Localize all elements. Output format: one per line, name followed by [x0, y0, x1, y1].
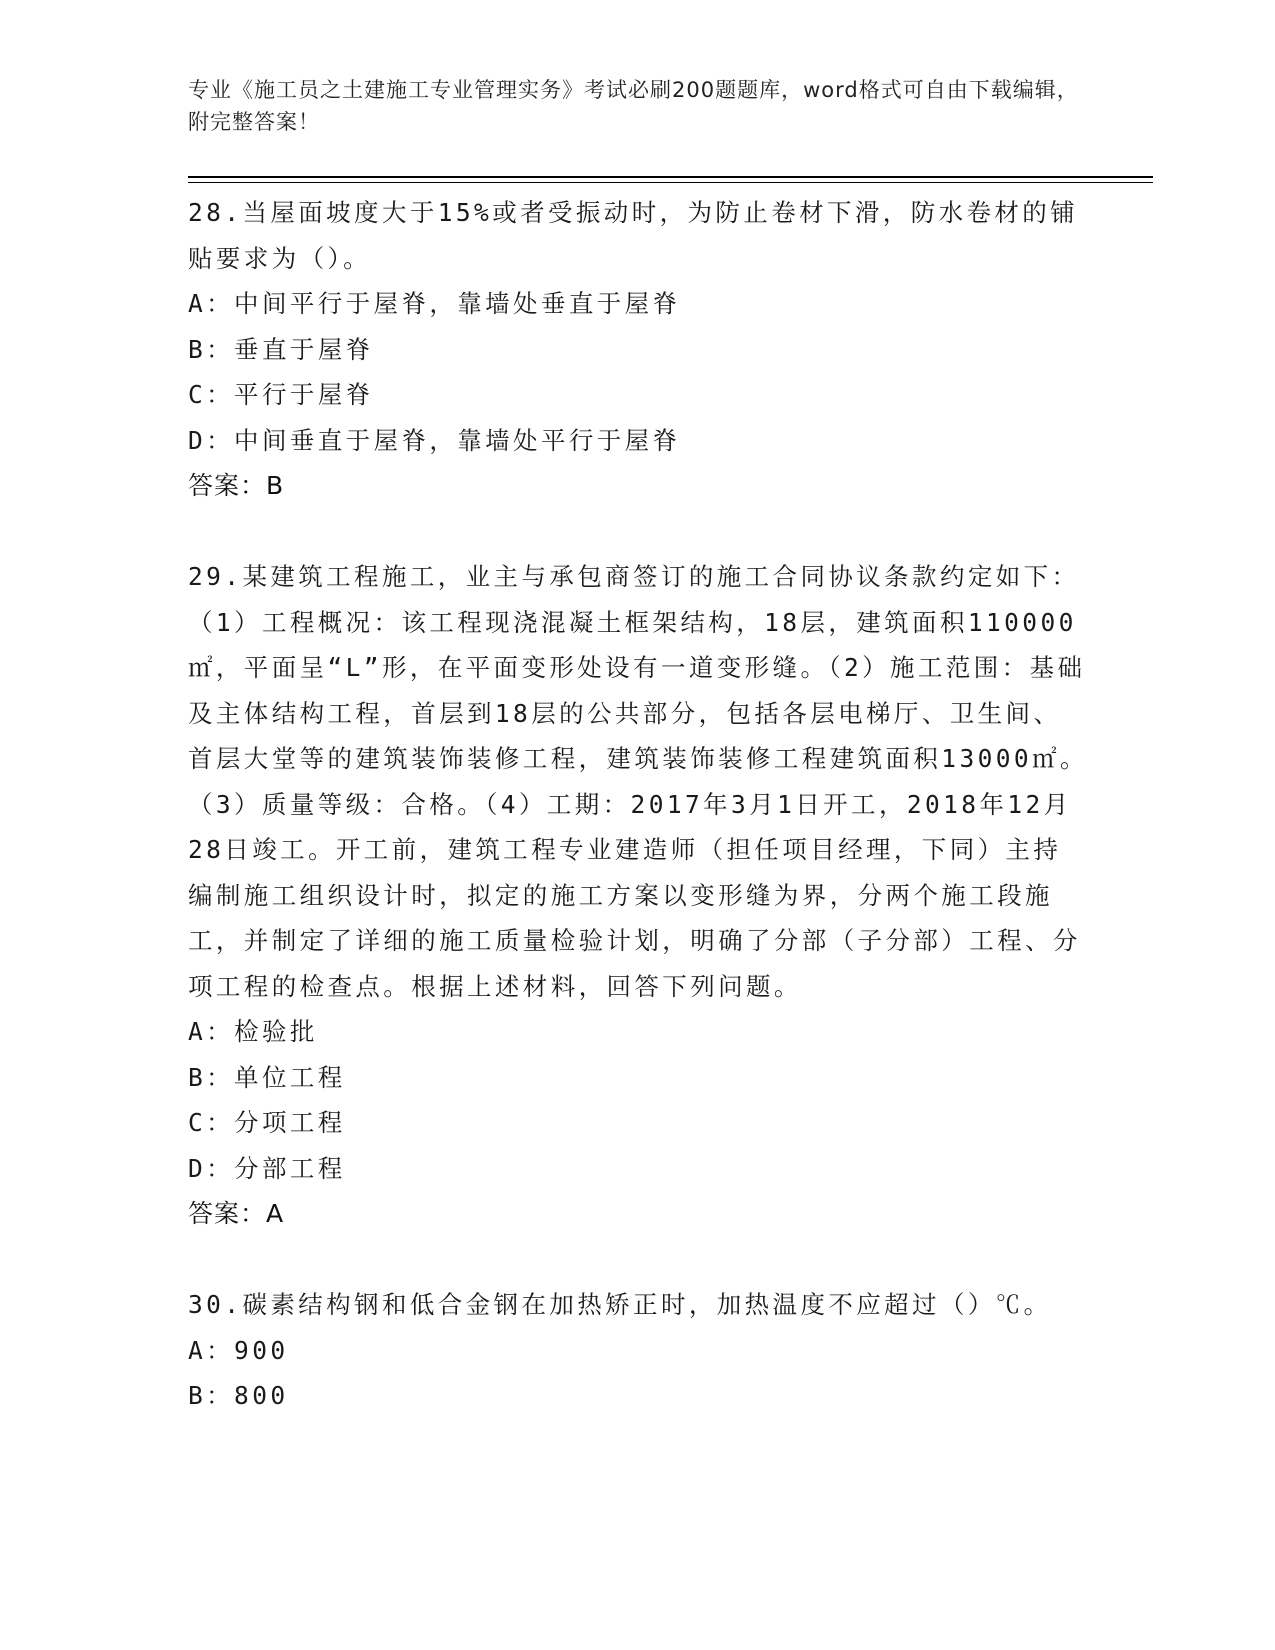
question-28	[188, 190, 1088, 509]
option-b: B：800	[188, 1381, 289, 1410]
question-30	[188, 1282, 1088, 1419]
document-header: 专业《施工员之土建施工专业管理实务》考试必刷200题题库，word格式可自由下载编辑，附完整答案！	[188, 78, 1079, 134]
question-29	[188, 554, 1088, 1237]
header-rule-top	[188, 176, 1153, 178]
question-text: 30.碳素结构钢和低合金钢在加热矫正时，加热温度不应超过（）℃。	[188, 1290, 1052, 1319]
header-rule-bottom	[188, 182, 1153, 183]
answer-line: 答案：B	[188, 471, 285, 500]
option-a: A：中间平行于屋脊，靠墙处垂直于屋脊	[188, 289, 681, 318]
option-a: A：900	[188, 1335, 289, 1365]
option-a: A：检验批	[188, 1017, 318, 1046]
question-text: 29.某建筑工程施工，业主与承包商签订的施工合同协议条款约定如下：（1）工程概况：该工程现浇混凝土框架结构，18层，建筑面积110000㎡，平面呈“L”形，在平面变形处设有一道变形缝。（2）施工范围：基础及主体结构工程，首层到18层的公共部分，包括各层电梯厅、卫生间、首层大堂等的建筑装饰装修工程，建筑装饰装修工程建筑面积13000㎡。（3）质量等级：合格。（4）工期：2017年3月1日开工，2018年12月28日竣工。开工前，建筑工程专业建造师（担任项目经理，下同）主持编制施工组织设计时，拟定的施工方案以变形缝为界，分两个施工段施工，并制定了详细的施工质量检验计划，明确了分部（子分部）工程、分项工程的检查点。根据上述材料，回答下列问题。	[188, 562, 1088, 1001]
option-c: C：分项工程	[188, 1108, 346, 1137]
option-d: D：分部工程	[188, 1153, 346, 1183]
question-list	[188, 190, 1088, 1419]
question-spacer	[188, 1237, 1088, 1282]
option-d: D：中间垂直于屋脊，靠墙处平行于屋脊	[188, 425, 681, 455]
option-b: B：垂直于屋脊	[188, 334, 374, 364]
question-text: 28.当屋面坡度大于15%或者受振动时，为防止卷材下滑，防水卷材的铺贴要求为（）。	[188, 198, 1079, 273]
question-spacer	[188, 509, 1088, 554]
answer-line: 答案：A	[188, 1199, 285, 1228]
option-b: B：单位工程	[188, 1062, 346, 1092]
option-c: C：平行于屋脊	[188, 380, 374, 409]
